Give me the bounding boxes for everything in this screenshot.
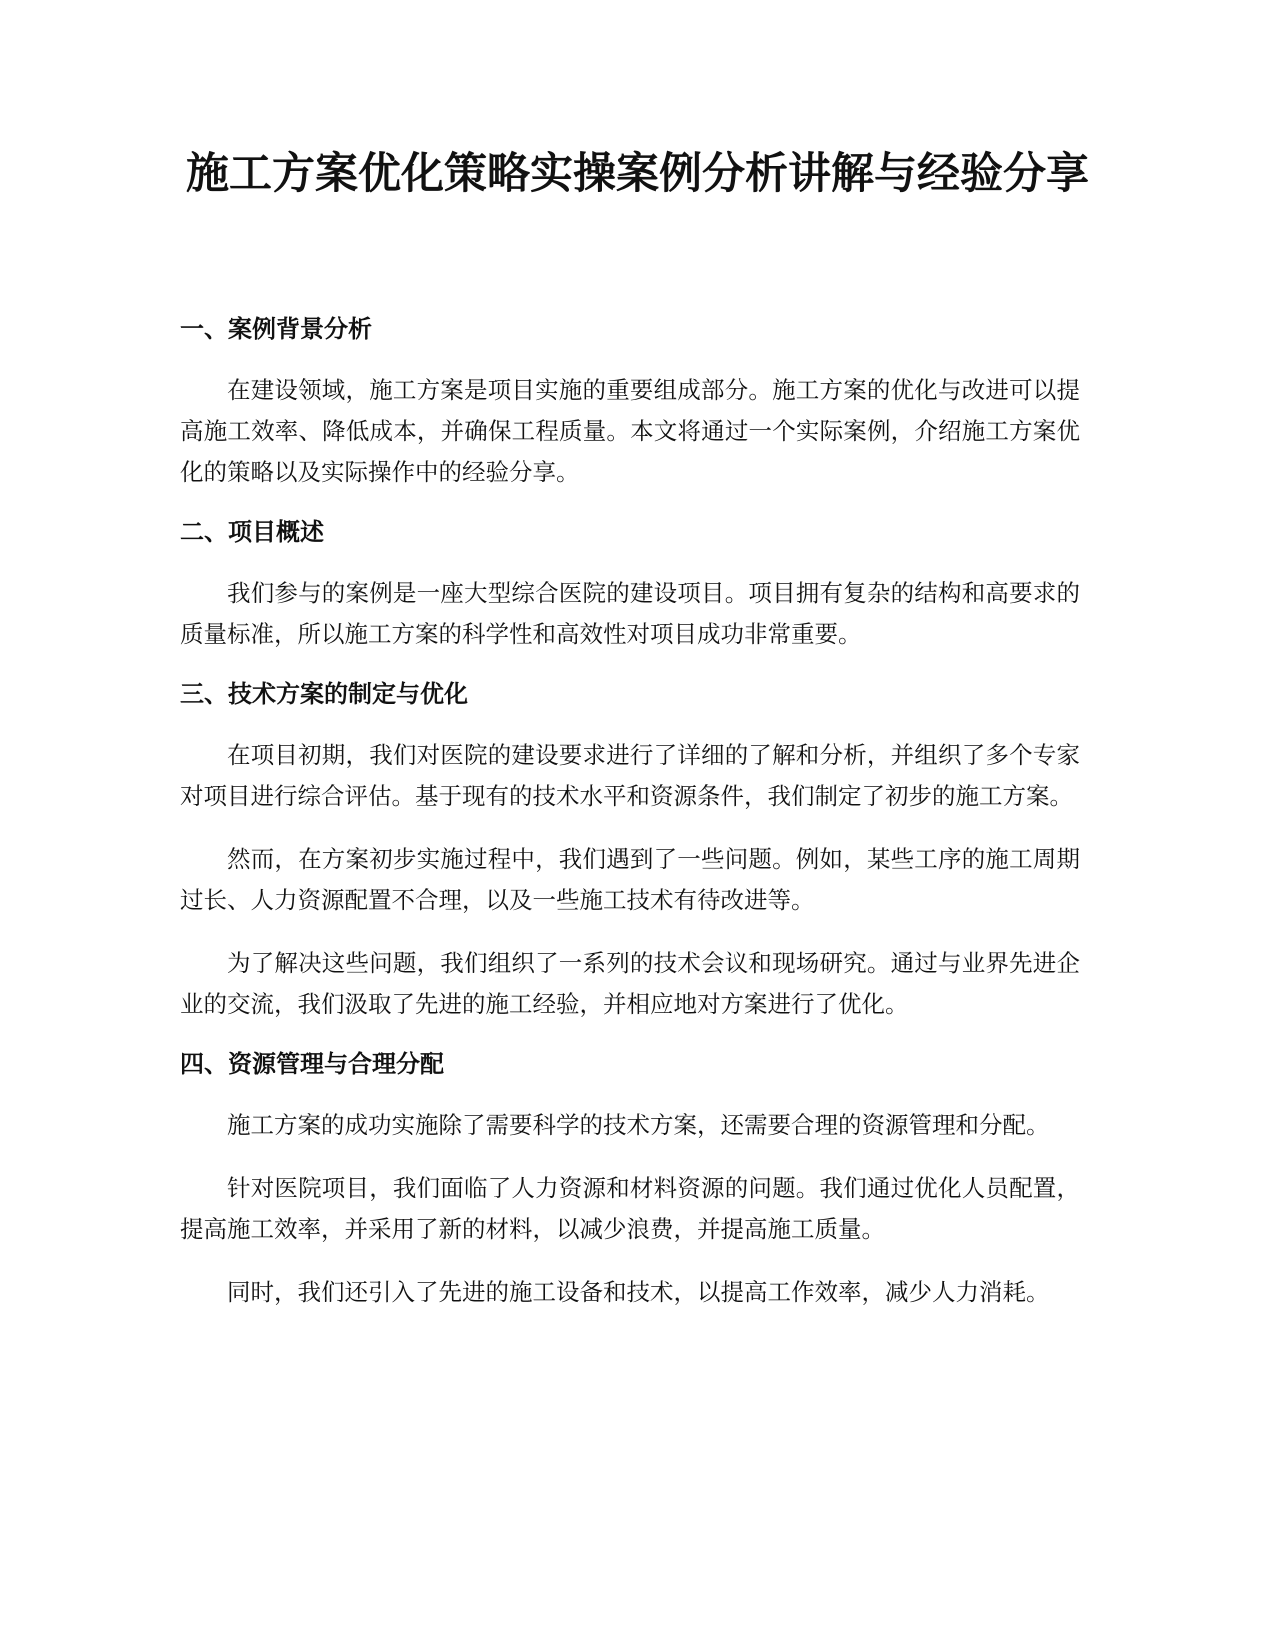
paragraph: 然而，在方案初步实施过程中，我们遇到了一些问题。例如，某些工序的施工周期过长、人力资源配置不合理，以及一些施工技术有待改进等。 [180,845,1080,914]
paragraph: 为了解决这些问题，我们组织了一系列的技术会议和现场研究。通过与业界先进企业的交流，我们汲取了先进的施工经验，并相应地对方案进行了优化。 [180,949,1080,1018]
paragraph: 针对医院项目，我们面临了人力资源和材料资源的问题。我们通过优化人员配置，提高施工效率，并采用了新的材料，以减少浪费，并提高施工质量。 [180,1174,1080,1243]
section-technical-plan [180,677,1080,1025]
section-project-overview [180,515,1080,655]
paragraph: 我们参与的案例是一座大型综合医院的建设项目。项目拥有复杂的结构和高要求的质量标准，所以施工方案的科学性和高效性对项目成功非常重要。 [180,579,1080,648]
section-case-background [180,312,1080,493]
section-resource-management [180,1047,1080,1313]
section-heading: 一、案例背景分析 [180,315,372,343]
section-heading: 三、技术方案的制定与优化 [180,680,468,708]
paragraph: 施工方案的成功实施除了需要科学的技术方案，还需要合理的资源管理和分配。 [227,1111,1050,1139]
document-title: 施工方案优化策略实操案例分析讲解与经验分享 [186,149,1089,199]
paragraph: 同时，我们还引入了先进的施工设备和技术，以提高工作效率，减少人力消耗。 [227,1278,1050,1306]
section-heading: 四、资源管理与合理分配 [180,1050,444,1078]
paragraph: 在建设领域，施工方案是项目实施的重要组成部分。施工方案的优化与改进可以提高施工效率、降低成本，并确保工程质量。本文将通过一个实际案例，介绍施工方案优化的策略以及实际操作中的经验分享。 [180,376,1080,486]
paragraph: 在项目初期，我们对医院的建设要求进行了详细的了解和分析，并组织了多个专家对项目进行综合评估。基于现有的技术水平和资源条件，我们制定了初步的施工方案。 [180,741,1080,810]
section-heading: 二、项目概述 [180,518,324,546]
document-body [180,312,1080,1335]
